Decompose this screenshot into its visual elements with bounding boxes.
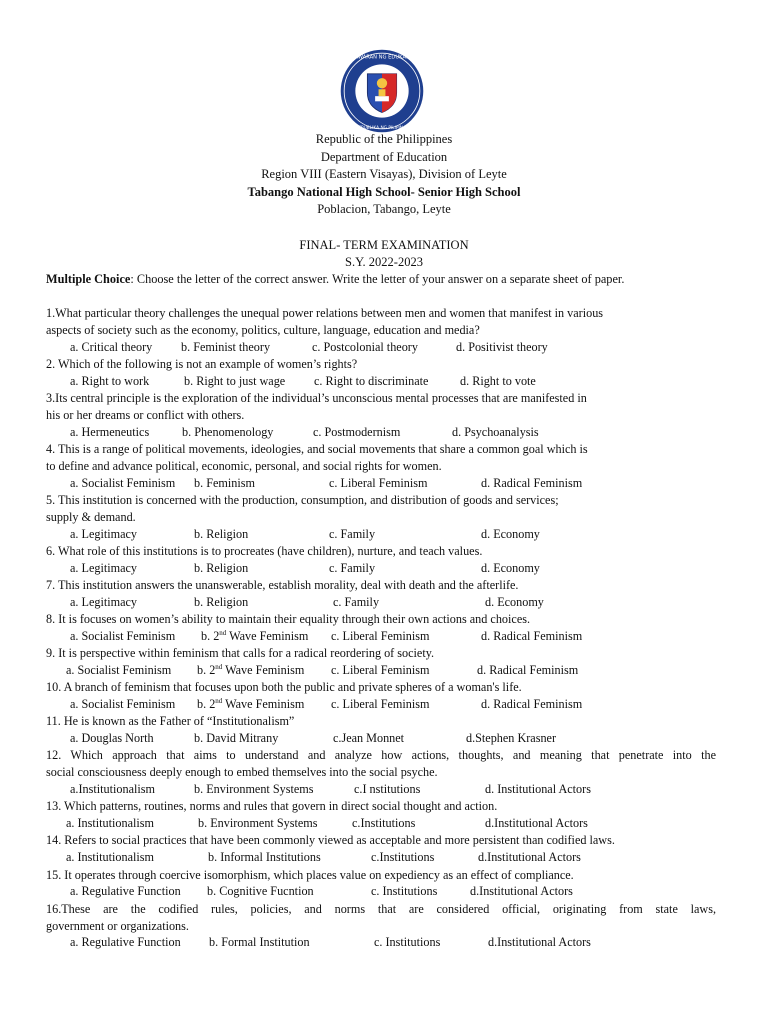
deped-seal-logo [339, 48, 425, 134]
header-republic: Republic of the Philippines [315, 132, 453, 146]
question-text-line: to define and advance political, economic, personal, and social rights for women. [46, 458, 442, 473]
answer-option: b. Formal Institution [209, 935, 310, 950]
answer-option: d. Economy [481, 526, 540, 541]
answer-option: a. Critical theory [70, 339, 153, 354]
exam-school-year: S.Y. 2022-2023 [345, 255, 423, 269]
answer-option: d. Radical Feminism [481, 475, 583, 490]
answer-option: c. Right to discriminate [314, 373, 429, 388]
question-text-line: 4. This is a range of political movements, ideologies, and social movements that share a common goal which is [46, 442, 588, 457]
answer-option: a. Socialist Feminism [70, 475, 176, 490]
answer-option: b. 2nd Wave Feminism [201, 628, 309, 643]
answer-option: c.Institutions [352, 816, 416, 831]
answer-option: c. Liberal Feminism [331, 663, 430, 678]
answer-options [46, 662, 716, 679]
question-item [46, 645, 716, 679]
exam-title: FINAL- TERM EXAMINATION [299, 238, 469, 252]
answer-options [46, 475, 716, 492]
answer-option: b. Religion [194, 526, 249, 541]
question-text-line: his or her dreams or conflict with others. [46, 407, 245, 422]
answer-option: d. Radical Feminism [481, 697, 583, 712]
question-item [46, 441, 716, 492]
answer-option: c. Family [329, 526, 376, 541]
answer-option: a. Hermeneutics [70, 424, 150, 439]
answer-option: b. Cognitive Fucntion [207, 884, 314, 899]
answer-option: d. Radical Feminism [477, 663, 579, 678]
answer-option: a. Right to work [70, 373, 150, 388]
header-school: Tabango National High School- Senior High School [247, 184, 521, 199]
answer-option: c.Jean Monnet [333, 731, 405, 746]
answer-option: d.Institutional Actors [470, 884, 573, 899]
header-department: Department of Education [320, 149, 448, 164]
answer-option: b. Environment Systems [194, 782, 314, 797]
answer-option: a. Socialist Feminism [66, 663, 172, 678]
question-item [46, 577, 716, 611]
question-list [46, 305, 716, 952]
question-text-line: 14. Refers to social practices that have been commonly viewed as acceptable and more persistent than codified laws. [46, 833, 615, 848]
question-text-line: aspects of society such as the economy, politics, culture, language, education and media? [46, 322, 480, 337]
answer-options [46, 781, 716, 798]
answer-option: b. David Mitrany [194, 731, 279, 746]
question-text-line: 2. Which of the following is not an example of women’s rights? [46, 356, 358, 371]
answer-option: d.Stephen Krasner [466, 731, 557, 746]
question-text-line: government or organizations. [46, 918, 189, 933]
answer-option: a. Socialist Feminism [70, 629, 176, 643]
answer-options [46, 594, 716, 611]
header-region: Region VIII (Eastern Visayas), Division of Leyte [261, 167, 507, 182]
answer-option: d. Psychoanalysis [452, 424, 539, 439]
answer-option: a. Douglas North [70, 731, 154, 746]
question-item [46, 390, 716, 441]
question-text-line: 1.What particular theory challenges the unequal power relations between men and women that manifest in various [46, 306, 604, 320]
answer-option: d. Economy [481, 560, 540, 575]
question-item [46, 747, 716, 798]
question-item [46, 798, 716, 832]
answer-option: b. Environment Systems [198, 816, 318, 831]
instructions-label: Multiple Choice [46, 272, 131, 286]
question-item [46, 305, 716, 356]
question-item [46, 611, 716, 645]
answer-option: d. Right to vote [460, 373, 536, 388]
question-item [46, 713, 716, 747]
answer-option: b. 2nd Wave Feminism [197, 663, 305, 678]
answer-option: d.Institutional Actors [485, 816, 588, 831]
answer-option: c. Institutions [371, 884, 438, 899]
question-text-line: 13. Which patterns, routines, norms and rules that govern in direct social thought and action. [46, 799, 498, 814]
answer-option: d. Economy [485, 594, 544, 609]
question-item [46, 492, 716, 543]
question-text-line: 15. It operates through coercive isomorphism, which places value on expediency as an effect of compliance. [46, 867, 574, 882]
exam-heading [0, 237, 768, 271]
instructions [46, 272, 726, 287]
answer-option: c. Liberal Feminism [329, 475, 428, 490]
answer-option: a. Socialist Feminism [70, 697, 176, 712]
question-text-line: 6. What role of this institutions is to procreates (have children), nurture, and teach values. [46, 543, 483, 558]
answer-option: c.I nstitutions [354, 782, 421, 797]
answer-options [46, 373, 716, 390]
answer-option: a. Legitimacy [70, 594, 138, 609]
answer-option: a. Institutionalism [66, 850, 155, 865]
question-item [46, 832, 716, 866]
answer-option: b. Religion [194, 560, 249, 575]
answer-option: c. Postmodernism [313, 424, 401, 439]
answer-options [46, 696, 716, 713]
answer-option: b. Feminist theory [181, 339, 271, 354]
question-item [46, 867, 716, 901]
question-item [46, 679, 716, 713]
answer-option: b. Informal Institutions [208, 850, 321, 865]
answer-option: c. Liberal Feminism [331, 629, 430, 643]
answer-options [46, 526, 716, 543]
question-text-line: 3.Its central principle is the exploration of the individual’s unconscious mental processes that are manifested in [46, 391, 587, 406]
answer-option: b. Religion [194, 594, 249, 609]
answer-options [46, 849, 716, 866]
question-text-line: 7. This institution answers the unanswerable, establish morality, deal with death and the afterlife. [46, 578, 519, 593]
answer-options [46, 815, 716, 832]
answer-options [46, 424, 716, 441]
answer-option: b. Feminism [194, 475, 255, 490]
answer-option: c. Liberal Feminism [331, 697, 430, 712]
answer-option: c. Institutions [374, 935, 441, 950]
question-item [46, 901, 716, 952]
question-text-line: 9. It is perspective within feminism that calls for a radical reordering of society. [46, 646, 435, 661]
question-text-line: 10. A branch of feminism that focuses upon both the public and private spheres of a woman's life. [46, 680, 522, 695]
answer-option: a. Institutionalism [66, 816, 155, 831]
answer-options [46, 934, 716, 951]
answer-options [46, 730, 716, 747]
answer-option: c. Family [329, 560, 376, 575]
header-address: Poblacion, Tabango, Leyte [317, 202, 451, 217]
question-text-line: 5. This institution is concerned with the production, consumption, and distribution of goods and services; [46, 492, 559, 507]
answer-option: d. Positivist theory [456, 339, 548, 354]
answer-option: d. Institutional Actors [485, 782, 591, 797]
answer-options [46, 628, 716, 645]
question-item [46, 356, 716, 390]
answer-options [46, 560, 716, 577]
question-text-line: supply & demand. [46, 509, 136, 524]
answer-option: b. 2nd Wave Feminism [197, 697, 305, 712]
question-text-line: 11. He is known as the Father of “Institutionalism” [46, 714, 295, 729]
question-item [46, 543, 716, 577]
question-text-line: 12. Which approach that aims to understand and analyze how actions, thoughts, and meaning that penetrate into the [46, 748, 716, 763]
answer-option: a. Regulative Function [70, 935, 181, 950]
answer-option: b. Right to just wage [184, 373, 286, 388]
answer-option: d. Radical Feminism [481, 629, 583, 643]
answer-options [46, 883, 716, 900]
answer-options [46, 339, 716, 356]
question-text-line: 8. It is focuses on women’s ability to maintain their equality through their own actions and choices. [46, 612, 531, 627]
answer-option: c.Institutions [371, 850, 435, 865]
answer-option: a. Regulative Function [70, 884, 181, 899]
answer-option: c. Family [333, 594, 380, 609]
question-text-line: social consciousness deeply enough to embed themselves into the social psyche. [46, 765, 438, 780]
answer-option: d.Institutional Actors [478, 850, 581, 865]
answer-option: c. Postcolonial theory [312, 339, 418, 354]
question-text-line: 16.These are the codified rules, policies, and norms that are considered official, originating from state laws, [46, 901, 716, 916]
answer-option: b. Phenomenology [182, 424, 274, 439]
svg-text:KAGAWARAN NG EDUKASYON: KAGAWARAN NG EDUKASYON [343, 54, 421, 61]
answer-option: a. Legitimacy [70, 526, 138, 541]
answer-option: a. Legitimacy [70, 560, 138, 575]
document-header [0, 131, 768, 219]
svg-text:REPUBLIKA NG PILIPINAS: REPUBLIKA NG PILIPINAS [355, 125, 409, 131]
answer-option: d.Institutional Actors [488, 935, 591, 950]
answer-option: a.Institutionalism [70, 782, 155, 797]
instructions-text: : Choose the letter of the correct answer. Write the letter of your answer on a separate sheet of paper. [130, 272, 625, 286]
